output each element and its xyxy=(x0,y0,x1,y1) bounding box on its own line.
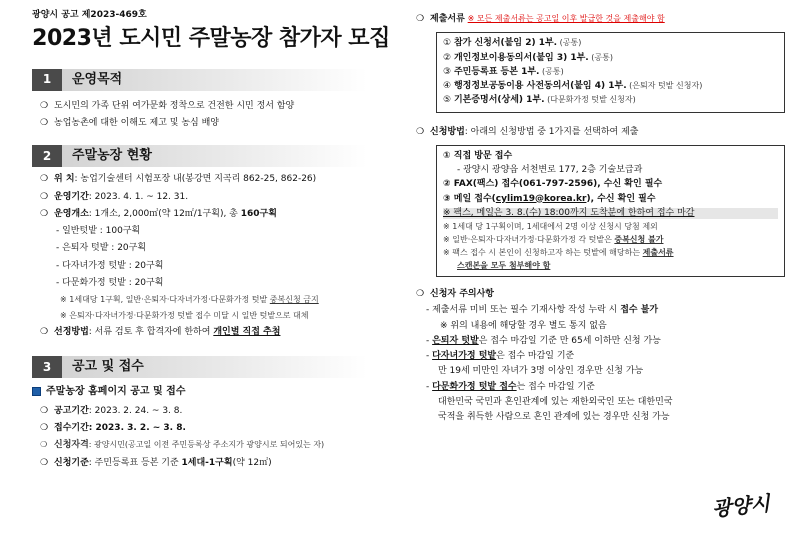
count-row: ❍ 운영개소: 1개소, 2,000㎡(약 12㎡/1구획), 총 160구획 xyxy=(40,208,277,219)
square-bullet-icon xyxy=(32,387,41,396)
eligibility-row: ❍ 신청자격: 광양시민(공고일 이전 주민등록상 주소지가 광양시로 되어있는 자) xyxy=(40,440,325,451)
notice-period-row: ❍ 공고기간: 2023. 2. 24. ~ 3. 8. xyxy=(40,405,183,416)
circle-bullet-icon: ❍ xyxy=(40,100,49,111)
caution-line: - 제출서류 미비 또는 필수 기재사항 작성 누락 시 접수 불가 xyxy=(426,305,659,316)
section-header-status xyxy=(32,145,367,167)
documents-heading: ❍ 제출서류 ※ 모든 제출서류는 공고일 이후 발급한 것을 제출해야 함 xyxy=(416,14,665,24)
circle-bullet-icon: ❍ xyxy=(40,423,49,433)
section-header-purpose xyxy=(32,69,367,91)
document-item: ② 개인정보이용동의서(붙임 3) 1부. (공통) xyxy=(443,52,613,63)
section-title: 공고 및 접수 xyxy=(72,359,144,375)
email-method: ③ 메일 접수(cylim19@korea.kr), 수신 확인 필수 xyxy=(443,193,656,204)
apply-method-box xyxy=(436,145,785,277)
apply-note: 스캔본을 모두 첨부해야 함 xyxy=(457,261,551,270)
section-title: 운영목적 xyxy=(72,71,123,87)
note-item: ※ 1세대당 1구획, 일반·은퇴자·다자녀가정·다문화가정 텃밭 중복신청 금지 xyxy=(60,295,319,304)
visit-address: - 광양시 광양읍 서천변로 177, 2층 기술보급과 xyxy=(457,165,643,175)
documents-box xyxy=(436,32,785,112)
caution-line: 대한민국 국민과 혼인관계에 있는 재한외국인 또는 대한민국 xyxy=(438,396,673,407)
section-title: 주말농장 현황 xyxy=(72,148,152,164)
caution-line: - 다문화가정 텃밭 접수는 접수 마감일 기준 xyxy=(426,381,595,392)
page-title: 2023년 도시민 주말농장 참가자 모집 xyxy=(32,26,390,52)
section-number: 1 xyxy=(32,69,62,91)
plot-type-item: - 일반텃밭 : 100구획 xyxy=(56,226,141,236)
caution-line: - 은퇴자 텃밭은 접수 마감일 기준 만 65세 이하만 신청 가능 xyxy=(426,335,661,346)
apply-method-heading: ❍ 신청방법: 아래의 신청방법 중 1가지를 선택하여 제출 xyxy=(416,126,639,137)
section-header-notice xyxy=(32,356,367,378)
section-number: 2 xyxy=(32,145,62,167)
left-column xyxy=(26,8,396,469)
city-logo: 광양시 xyxy=(710,491,772,521)
apply-note: ※ 일반·은퇴자·다자녀가정·다문화가정 각 텃밭은 중복신청 불가 xyxy=(443,235,664,244)
note-asterisk-icon: ※ xyxy=(60,311,70,320)
note-asterisk-icon: ※ xyxy=(60,295,70,304)
purpose-item: ❍ 도시민의 가족 단위 여가문화 정착으로 건전한 시민 정서 함양 xyxy=(40,100,295,111)
plot-type-item: - 다자녀가정 텃밭 : 20구획 xyxy=(56,260,164,271)
document-item: ⑤ 기본증명서(상세) 1부. (다문화가정 텃밭 신청자) xyxy=(443,95,636,106)
document-item: ③ 주민등록표 등본 1부. (공통) xyxy=(443,66,564,77)
circle-bullet-icon: ❍ xyxy=(416,289,425,299)
note-item: ※ 은퇴자·다자녀가정·다문화가정 텃밭 접수 미달 시 일반 텃밭으로 대체 xyxy=(60,311,309,320)
caution-line: 국적을 취득한 사람으로 혼인 관계에 있는 경우만 신청 가능 xyxy=(438,412,670,422)
circle-bullet-icon: ❍ xyxy=(40,457,49,468)
right-column xyxy=(416,8,786,423)
circle-bullet-icon: ❍ xyxy=(40,191,49,202)
period-row: ❍ 운영기간: 2023. 4. 1. ~ 12. 31. xyxy=(40,191,189,202)
purpose-item: ❍ 농업농촌에 대한 이해도 제고 및 농심 배양 xyxy=(40,118,219,128)
circle-bullet-icon: ❍ xyxy=(416,126,425,137)
caution-line: - 다자녀가정 텃밭은 접수 마감일 기준 xyxy=(426,351,575,361)
application-period-row: ❍ 접수기간: 2023. 3. 2. ~ 3. 8. xyxy=(40,423,186,433)
circle-bullet-icon: ❍ xyxy=(416,14,425,24)
caution-line: 만 19세 미만인 자녀가 3명 이상인 경우만 신청 가능 xyxy=(438,366,644,377)
circle-bullet-icon: ❍ xyxy=(40,405,49,416)
circle-bullet-icon: ❍ xyxy=(40,174,49,185)
notice-number: 광양시 공고 제2023-469호 xyxy=(32,10,147,20)
subsection-heading: 주말농장 홈페이지 공고 및 접수 xyxy=(26,386,396,399)
email-link[interactable]: cylim19@korea.kr xyxy=(495,193,587,204)
caution-heading: ❍ 신청자 주의사항 xyxy=(416,289,494,299)
caution-line: ※ 위의 내용에 해당할 경우 별도 통지 없음 xyxy=(440,320,607,331)
plot-type-item: - 다문화가정 텃밭 : 20구획 xyxy=(56,277,164,288)
visit-method: ① 직접 방문 접수 xyxy=(443,150,513,161)
document-item: ④ 행정정보공동이용 사전동의서(붙임 4) 1부. (은퇴자 텃밭 신청자) xyxy=(443,81,703,91)
apply-note: ※ 1세대 당 1구획이며, 1세대에서 2명 이상 신청시 당첨 제외 xyxy=(443,222,658,231)
apply-note: ※ 팩스 접수 시 본인이 신청하고자 하는 텃밭에 해당하는 제출서류 xyxy=(443,248,674,257)
circle-bullet-icon: ❍ xyxy=(40,118,49,128)
circle-bullet-icon: ❍ xyxy=(40,327,49,337)
location-row: ❍ 위 치: 농업기술센터 시험포장 내(봉강면 지곡리 862-25, 862-26) xyxy=(40,174,317,185)
section-number: 3 xyxy=(32,356,62,378)
circle-bullet-icon: ❍ xyxy=(40,440,48,450)
document-item: ① 참가 신청서(붙임 2) 1부. (공통) xyxy=(443,38,582,49)
criteria-row: ❍ 신청기준: 주민등록표 등본 기준 1세대-1구획(약 12㎡) xyxy=(40,457,272,468)
plot-type-item: - 은퇴자 텃밭 : 20구획 xyxy=(56,243,147,254)
deadline-note: ※ 팩스, 메일은 3. 8.(수) 18:00까지 도착분에 한하여 접수 마감 xyxy=(443,208,778,219)
circle-bullet-icon: ❍ xyxy=(40,208,49,219)
fax-method: ② FAX(팩스) 접수(061-797-2596), 수신 확인 필수 xyxy=(443,179,663,190)
selection-method-row: ❍ 선정방법: 서류 검토 후 합격자에 한하여 개인별 직접 추첨 xyxy=(40,327,281,337)
